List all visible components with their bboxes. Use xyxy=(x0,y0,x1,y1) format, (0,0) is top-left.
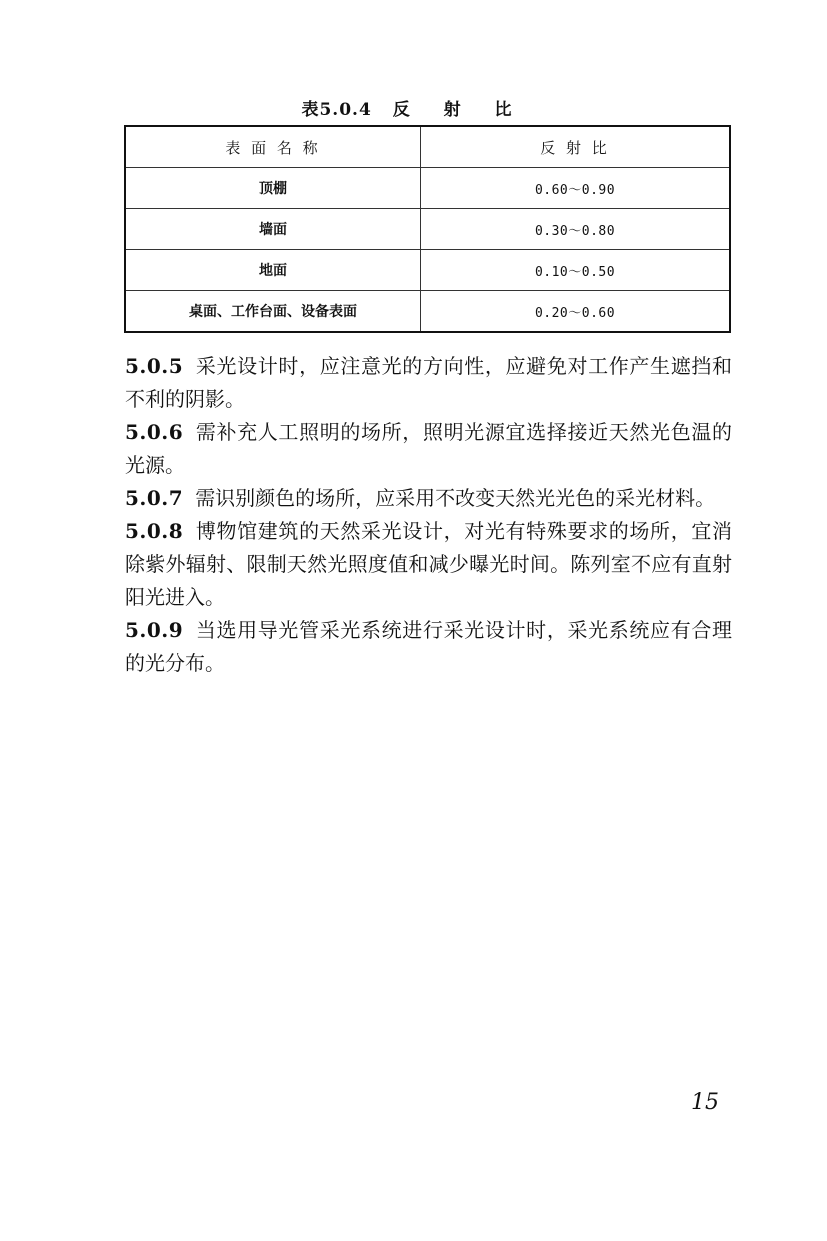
reflectance-table xyxy=(124,125,731,333)
page-number: 15 xyxy=(691,1090,719,1115)
clause-5-0-5 xyxy=(125,350,732,416)
surface-name-cell: 地面 xyxy=(125,250,421,291)
clause-5-0-9 xyxy=(125,614,732,680)
clause-number: 5.0.5 xyxy=(125,354,184,378)
clause-number: 5.0.9 xyxy=(125,618,184,642)
clause-number: 5.0.6 xyxy=(125,420,184,444)
clause-5-0-7 xyxy=(125,482,732,515)
surface-name-cell: 顶棚 xyxy=(125,168,421,209)
table-row xyxy=(125,209,730,250)
table-row xyxy=(125,250,730,291)
table-row xyxy=(125,291,730,333)
reflectance-value-cell: 0.20～0.60 xyxy=(421,291,731,333)
surface-name-cell: 墙面 xyxy=(125,209,421,250)
reflectance-value-cell: 0.10～0.50 xyxy=(421,250,731,291)
clause-number: 5.0.8 xyxy=(125,519,184,543)
table-caption-number: 表5.0.4 xyxy=(301,100,372,120)
reflectance-value-cell: 0.30～0.80 xyxy=(421,209,731,250)
clause-text: 采光设计时，应注意光的方向性，应避免对工作产生遮挡和不利的阴影。 xyxy=(125,354,732,411)
clause-text: 需补充人工照明的场所，照明光源宜选择接近天然光色温的光源。 xyxy=(125,420,732,477)
table-caption xyxy=(0,95,827,120)
clause-number: 5.0.7 xyxy=(125,486,184,510)
table-caption-title: 反 射 比 xyxy=(392,100,526,120)
surface-name-cell: 桌面、工作台面、设备表面 xyxy=(125,291,421,333)
clause-5-0-8 xyxy=(125,515,732,614)
clause-5-0-6 xyxy=(125,416,732,482)
table-header-row xyxy=(125,126,730,168)
clause-text: 博物馆建筑的天然采光设计，对光有特殊要求的场所，宜消除紫外辐射、限制天然光照度值和减少曝光时间。陈列室不应有直射阳光进入。 xyxy=(125,519,732,609)
reflectance-value-cell: 0.60～0.90 xyxy=(421,168,731,209)
clause-list xyxy=(125,350,732,680)
clause-text: 当选用导光管采光系统进行采光设计时，采光系统应有合理的光分布。 xyxy=(125,618,732,675)
table-row xyxy=(125,168,730,209)
clause-text: 需识别颜色的场所，应采用不改变天然光光色的采光材料。 xyxy=(195,486,716,510)
column-header-surface-name: 表 面 名 称 xyxy=(125,126,421,168)
column-header-reflectance: 反 射 比 xyxy=(421,126,731,168)
